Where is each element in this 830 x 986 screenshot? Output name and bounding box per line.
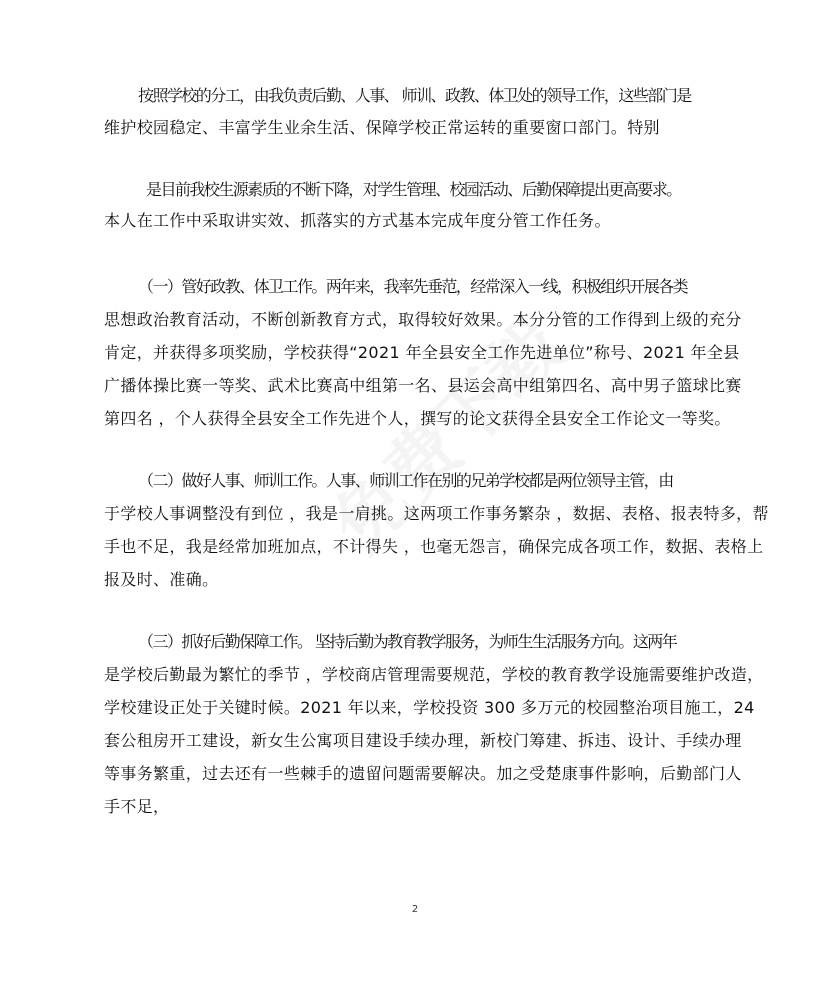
- paragraph-3-line-4: 广播体操比赛一等奖、武术比赛高中组第一名、县运会高中组第四名、高中男子篮球比赛: [104, 376, 742, 395]
- paragraph-1-line-1: 按照学校的分工，由我负责后勤、人事、 师训、政教、体卫处的领导工作，这些部门是: [138, 86, 691, 105]
- paragraph-4-line-2: 于学校人事调整没有到位 ，我是一肩挑。这两项工作事务繁杂 ，数据、表格、报表特多，帮: [104, 504, 769, 523]
- paragraph-5-line-2: 是学校后勤最为繁忙的季节 ，学校商店管理需要规范，学校的教育教学设施需要维护改造，: [104, 665, 764, 684]
- paragraph-5-line-3: 学校建设正处于关键时候。2021 年以来，学校投资 300 多万元的校园整治项目施工，24: [104, 698, 755, 717]
- paragraph-2-line-1: 是目前我校生源素质的不断下降，对学生管理、校园活动、后勤保障提出更高要求。: [146, 180, 681, 199]
- paragraph-5-line-1: （三）抓好后勤保障工作。 坚持后勤为教育教学服务，为师生生活服务方向。这两年: [138, 632, 677, 651]
- paragraph-3-line-3: 肯定，并获得多项奖励，学校获得“2021 年全县安全工作先进单位”称号、2021 年全县: [104, 343, 740, 362]
- paragraph-2-line-2: 本人在工作中采取讲实效、抓落实的方式基本完成年度分管工作任务。: [104, 211, 611, 230]
- paragraph-4-line-3: 手也不足，我是经常加班加点，不计得失 ，也毫无怨言，确保完成各项工作，数据、表格上: [104, 537, 764, 556]
- paragraph-1-line-2: 维护校园稳定、丰富学生业余生活、保障学校正常运转的重要窗口部门。特别: [104, 118, 660, 137]
- paragraph-3-line-2: 思想政治教育活动，不断创新教育方式，取得较好效果。本分分管的工作得到上级的充分: [104, 310, 742, 329]
- paragraph-3-line-1: （一）管好政教、体卫工作。两年来，我率先垂范，经常深入一线，积极组织开展各类: [138, 277, 688, 296]
- page-number: 2: [411, 904, 419, 915]
- paragraph-4-line-1: （二）做好人事、师训工作。人事、师训工作在别的兄弟学校都是两位领导主管，由: [138, 471, 673, 490]
- paragraph-3-line-5: 第四名 ，个人获得全县安全工作先进个人，撰写的论文获得全县安全工作论文一等奖。: [104, 409, 731, 428]
- watermark: [305, 293, 582, 570]
- paragraph-5-line-4: 套公租房开工建设，新女生公寓项目建设手续办理，新校门筹建、拆违、设计、手续办理: [104, 731, 742, 750]
- paragraph-5-line-6: 手不足，: [104, 797, 170, 816]
- paragraph-4-line-4: 报及时、准确。: [104, 570, 219, 589]
- paragraph-5-line-5: 等事务繁重，过去还有一些棘手的遗留问题需要解决。加之受楚康事件影响，后勤部门人: [104, 764, 742, 783]
